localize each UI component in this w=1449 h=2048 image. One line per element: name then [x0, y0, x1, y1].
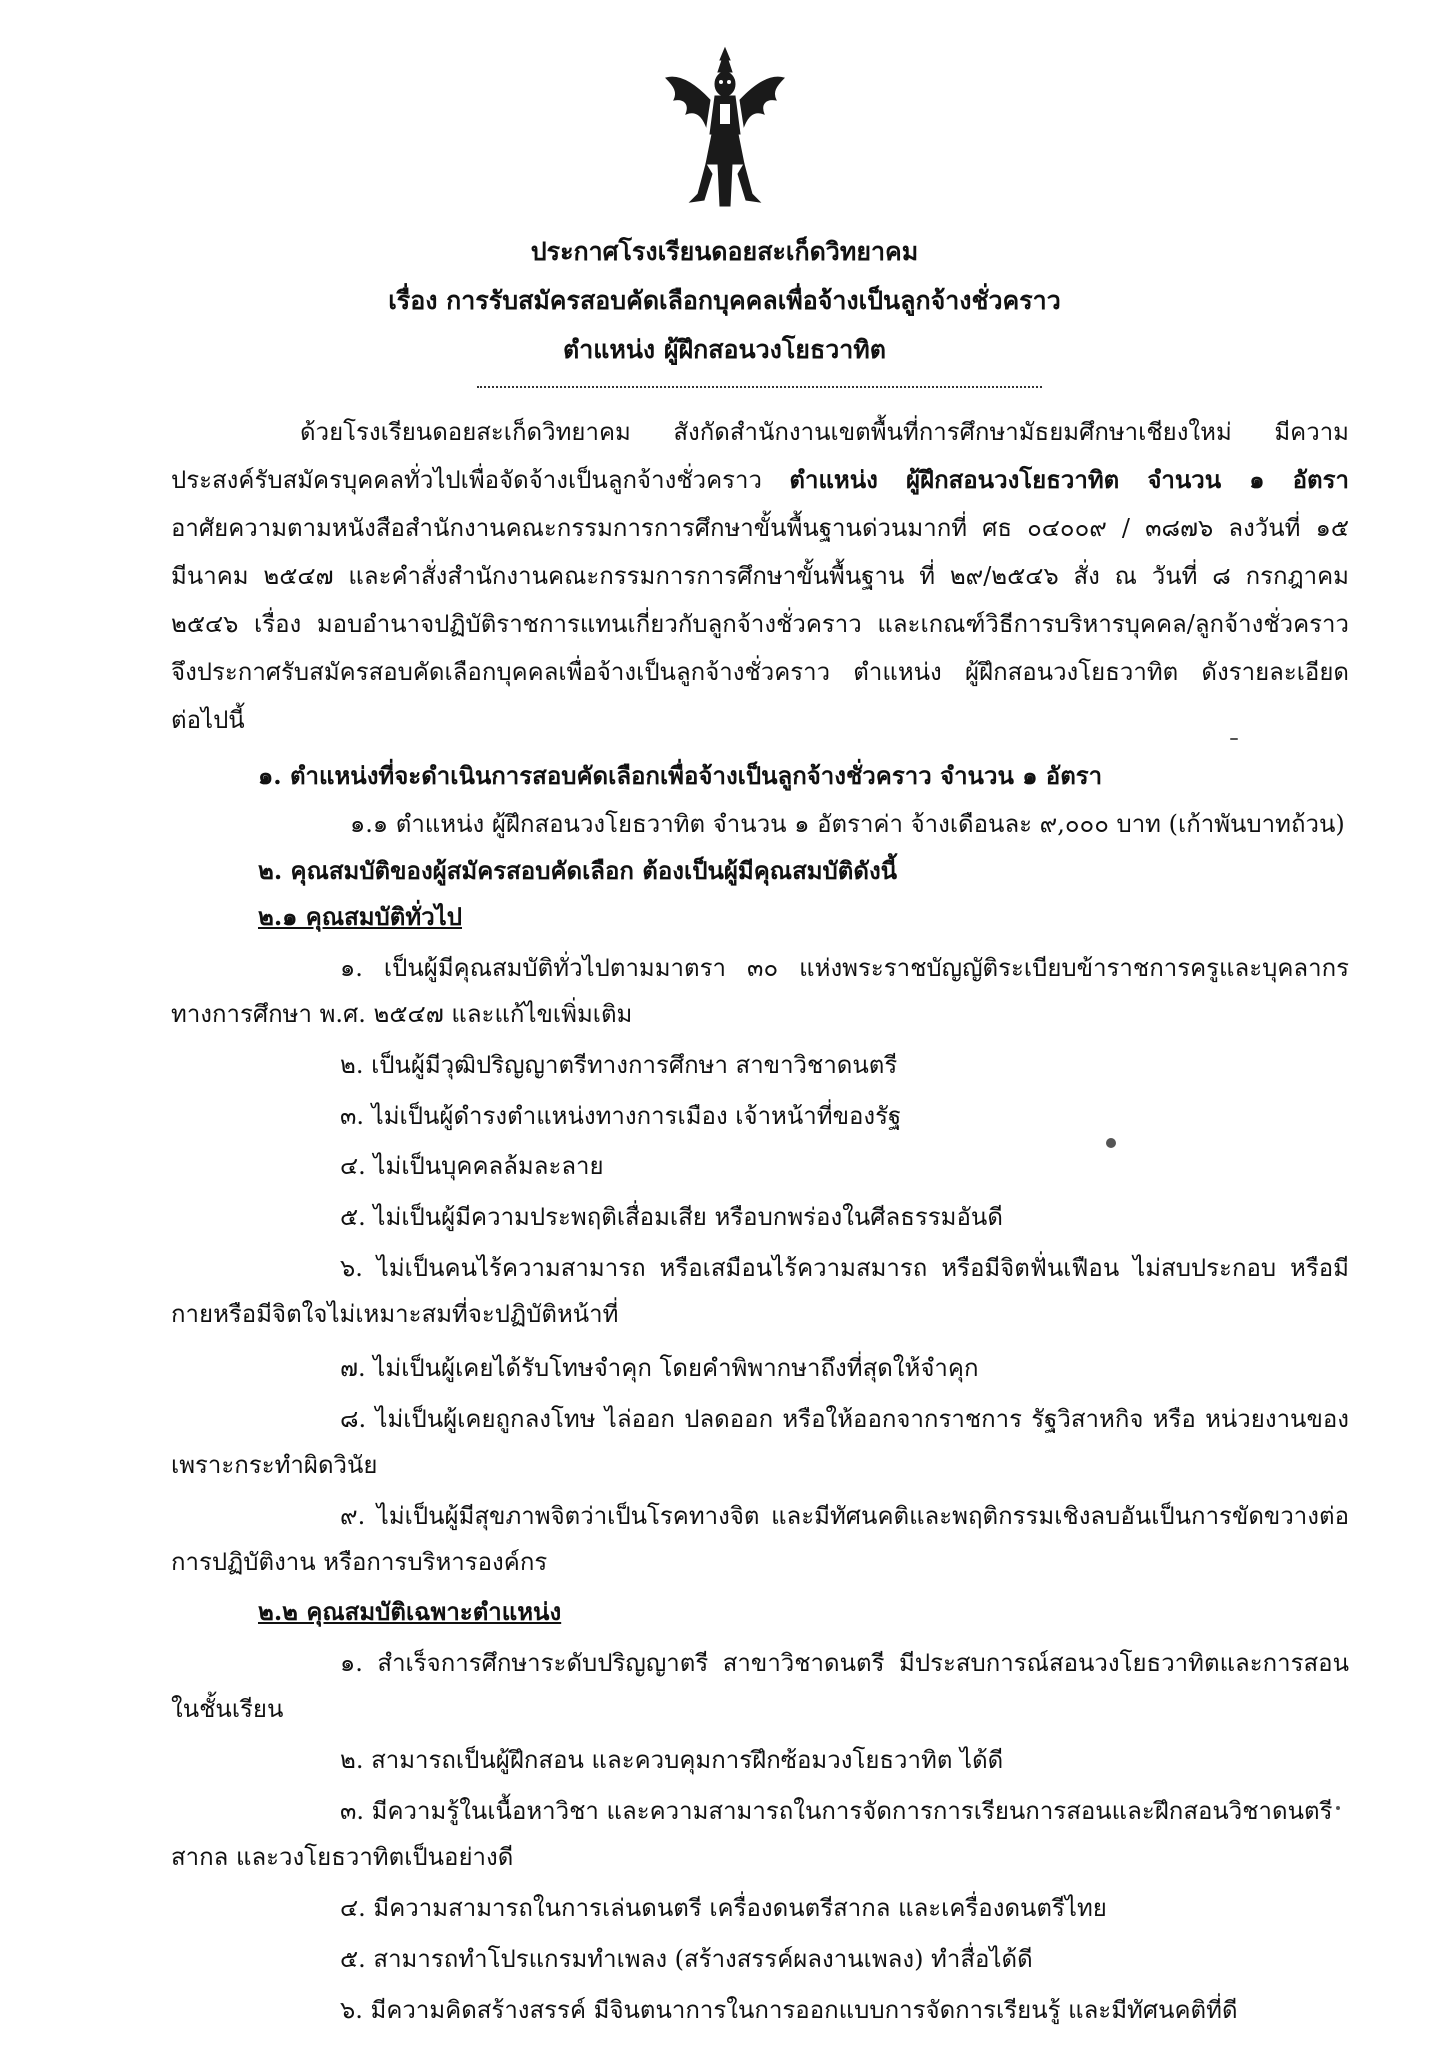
intro-line	[171, 462, 1349, 498]
section-2-1-heading: ๒.๑ คุณสมบัติทั่วไป	[258, 902, 462, 931]
specific-qualification-item: ในชั้นเรียน	[171, 1695, 284, 1723]
qualification-item: การปฏิบัติงาน หรือการบริหารองค์กร	[171, 1548, 548, 1576]
qualification-item: ๓. ไม่เป็นผู้ดำรงตำแหน่งทางการเมือง เจ้าหน้าที่ของรัฐ	[340, 1102, 902, 1130]
qualification-item: เพราะกระทำผิดวินัย	[171, 1451, 378, 1479]
section-1-item: ๑.๑ ตำแหน่ง ผู้ฝึกสอนวงโยธวาทิต จำนวน ๑ อัตราค่า จ้างเดือนละ ๙,๐๐๐ บาท (เก้าพันบาทถ้วน)	[350, 810, 1345, 838]
qualification-item: ๘. ไม่เป็นผู้เคยถูกลงโทษ ไล่ออก ปลดออก หรือให้ออกจากราชการ รัฐวิสาหกิจ หรือ หน่วยงานของ	[340, 1405, 1349, 1433]
qualification-item: ๒. เป็นผู้มีวุฒิปริญญาตรีทางการศึกษา สาขาวิชาดนตรี	[340, 1051, 898, 1079]
specific-qualification-item: ๒. สามารถเป็นผู้ฝึกสอน และควบคุมการฝึกซ้อมวงโยธวาทิต ได้ดี	[340, 1746, 1004, 1774]
section-1-heading: ๑. ตำแหน่งที่จะดำเนินการสอบคัดเลือกเพื่อจ้างเป็นลูกจ้างชั่วคราว จำนวน ๑ อัตรา	[258, 761, 1103, 790]
intro-text: ประสงค์รับสมัครบุคคลทั่วไปเพื่อจัดจ้างเป็นลูกจ้างชั่วคราว	[171, 466, 790, 494]
qualification-item: ๗. ไม่เป็นผู้เคยได้รับโทษจำคุก โดยคำพิพากษาถึงที่สุดให้จำคุก	[340, 1354, 979, 1382]
specific-qualification-item: ๕. สามารถทำโปรแกรมทำเพลง (สร้างสรรค์ผลงานเพลง) ทำสื่อได้ดี	[340, 1945, 1033, 1973]
qualification-item: กายหรือมีจิตใจไม่เหมาะสมที่จะปฏิบัติหน้าที่	[171, 1300, 619, 1328]
intro-line: มีนาคม ๒๕๔๗ และคำสั่งสำนักงานคณะกรรมการการศึกษาขั้นพื้นฐาน ที่ ๒๙/๒๕๔๖ สั่ง ณ วันที่ ๘ กรกฎาคม	[171, 562, 1349, 590]
qualification-item: ๙. ไม่เป็นผู้มีสุขภาพจิตว่าเป็นโรคทางจิต และมีทัศนคติและพฤติกรรมเชิงลบอันเป็นการขัดขวางต่อ	[340, 1502, 1349, 1530]
qualification-item: ๑. เป็นผู้มีคุณสมบัติทั่วไปตามมาตรา ๓๐ แห่งพระราชบัญญัติระเบียบข้าราชการครูและบุคลากร	[340, 954, 1349, 982]
qualification-item: ๕. ไม่เป็นผู้มีความประพฤติเสื่อมเสีย หรือบกพร่องในศีลธรรมอันดี	[340, 1203, 1003, 1231]
scan-speck	[1106, 1138, 1116, 1148]
intro-line: ๒๕๔๖ เรื่อง มอบอำนาจปฏิบัติราชการแทนเกี่ยวกับลูกจ้างชั่วคราว และเกณฑ์วิธีการบริหารบุคคล/ลูกจ้างชั่วคราว	[171, 610, 1349, 638]
announcement-subject: เรื่อง การรับสมัครสอบคัดเลือกบุคคลเพื่อจ้างเป็นลูกจ้างชั่วคราว	[388, 286, 1061, 315]
announcement-title: ประกาศโรงเรียนดอยสะเก็ดวิทยาคม	[530, 237, 919, 266]
qualification-item: ทางการศึกษา พ.ศ. ๒๕๔๗ และแก้ไขเพิ่มเติม	[171, 1000, 633, 1028]
intro-line: จึงประกาศรับสมัครสอบคัดเลือกบุคคลเพื่อจ้างเป็นลูกจ้างชั่วคราว ตำแหน่ง ผู้ฝึกสอนวงโยธวาทิต ดังรายละเอียด	[171, 658, 1349, 686]
section-2-2-heading: ๒.๒ คุณสมบัติเฉพาะตำแหน่ง	[258, 1597, 562, 1626]
specific-qualification-item: สากล และวงโยธวาทิตเป็นอย่างดี	[171, 1843, 514, 1871]
section-2-heading: ๒. คุณสมบัติของผู้สมัครสอบคัดเลือก ต้องเป็นผู้มีคุณสมบัติดังนี้	[258, 856, 898, 885]
scan-speck	[1336, 1806, 1340, 1810]
announcement-position: ตำแหน่ง ผู้ฝึกสอนวงโยธวาทิต	[562, 335, 887, 364]
intro-line: ด้วยโรงเรียนดอยสะเก็ดวิทยาคม สังกัดสำนักงานเขตพื้นที่การศึกษามัธยมศึกษาเชียงใหม่ มีความ	[300, 418, 1349, 446]
specific-qualification-item: ๑. สำเร็จการศึกษาระดับปริญญาตรี สาขาวิชาดนตรี มีประสบการณ์สอนวงโยธวาทิตและการสอน	[340, 1649, 1349, 1677]
specific-qualification-item: ๔. มีความสามารถในการเล่นดนตรี เครื่องดนตรีสากล และเครื่องดนตรีไทย	[340, 1894, 1107, 1922]
garuda-emblem-icon	[660, 44, 790, 214]
qualification-item: ๔. ไม่เป็นบุคคลล้มละลาย	[340, 1152, 604, 1180]
qualification-item: ๖. ไม่เป็นคนไร้ความสามารถ หรือเสมือนไร้ความสมารถ หรือมีจิตฟั่นเฟือน ไม่สบประกอบ หรือมี	[340, 1254, 1349, 1282]
title-divider	[477, 386, 1042, 388]
intro-line: ต่อไปนี้	[171, 706, 245, 734]
scan-speck	[1230, 738, 1238, 740]
intro-position-highlight: ตำแหน่ง ผู้ฝึกสอนวงโยธวาทิต จำนวน ๑ อัตรา	[789, 465, 1349, 494]
specific-qualification-item: ๓. มีความรู้ในเนื้อหาวิชา และความสามารถในการจัดการการเรียนการสอนและฝึกสอนวิชาดนตรี	[340, 1797, 1333, 1825]
specific-qualification-item: ๖. มีความคิดสร้างสรรค์ มีจินตนาการในการออกแบบการจัดการเรียนรู้ และมีทัศนคติที่ดี	[340, 1996, 1238, 2024]
intro-line: อาศัยความตามหนังสือสำนักงานคณะกรรมการการศึกษาขั้นพื้นฐานด่วนมากที่ ศธ ๐๔๐๐๙ / ๓๘๗๖ ลงวันที่ ๑๕	[171, 514, 1349, 542]
